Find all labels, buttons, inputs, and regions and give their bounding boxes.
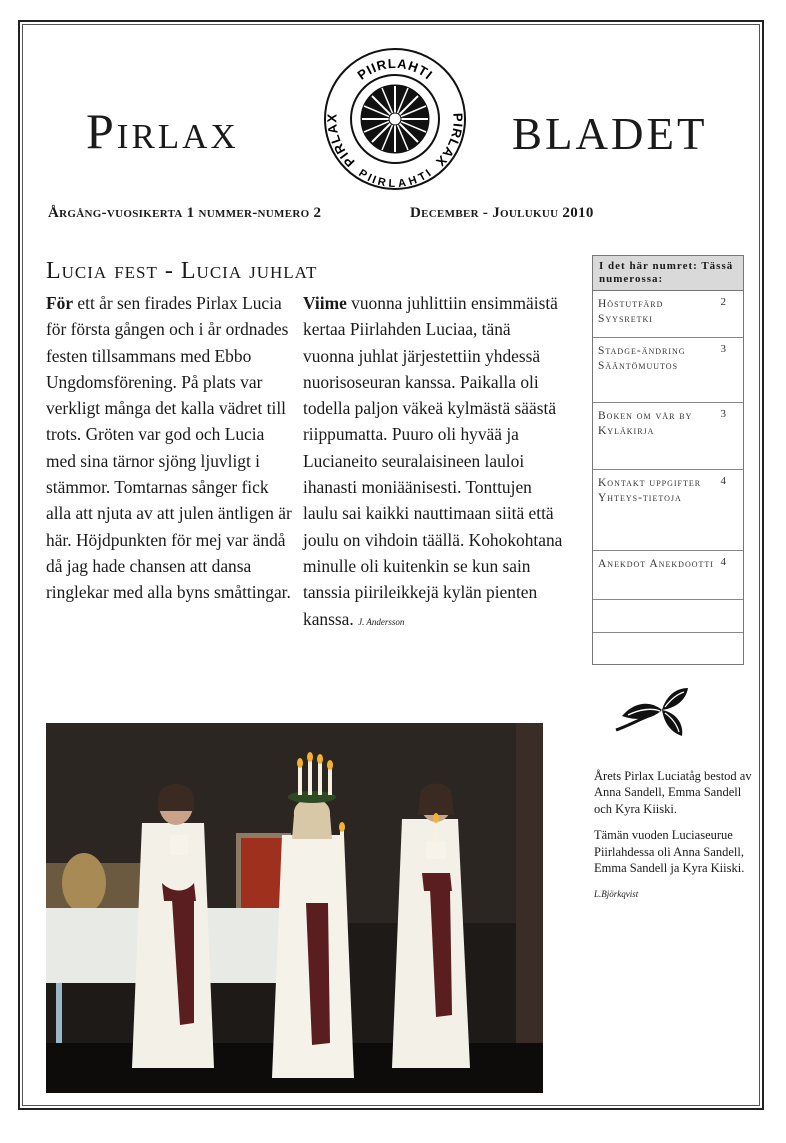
toc-item-page: 4 [720,475,727,487]
logo-ring-left: PIRLAX [324,112,358,171]
masthead-title-left: Pirlax [86,103,239,159]
toc-item-label: Anekdot Anekdootti [598,558,714,570]
toc-item[interactable] [593,470,743,551]
caption-swedish: Årets Pirlax Luciatåg bestod av Anna Sandell, Emma Sandell och Kyra Kiiski. [594,769,752,816]
toc-item[interactable] [593,551,743,600]
article-column-swedish [46,290,294,606]
photo-caption [594,768,754,913]
toc-item-page: 2 [720,296,727,308]
caption-finnish: Tämän vuoden Luciaseurue Piirlahdessa oli Anna Sandell, Emma Sandell ja Kyra Kiiski. [594,828,745,876]
svg-text:PIIRLAHTI [356,167,434,190]
toc-item-label: Boken om vår by Kyläkirja [598,410,693,437]
toc-item[interactable] [593,338,743,403]
leaf-ornament-icon [614,682,694,742]
lucia-procession-photo [46,723,543,1093]
issue-volume: Årgång-vuosikerta 1 nummer-numero 2 [48,205,322,221]
svg-text:PIIRLAHTI [355,56,436,83]
svg-text:PIRLAX [324,113,357,170]
logo-ring-top: PIIRLAHTI [354,55,436,83]
swedish-body: ett år sen firades Pirlax Lucia för första gången och i år ordnades festen tillsammans med Ebbo Ungdomsförening. På plats var verkligt många det kalla vädret till trots. Gröten var god och Lucia med sina tärnor sjöng ljuvligt i stämmor. Tomtarnas sånger fick alla att njuta av att julen äntligen är här. Höjdpunkten för mej var ändå då jag hade chansen att dansa ringlekar med alla byns småttingar. [46,293,292,603]
toc-item[interactable] [593,403,743,470]
toc-item-page: 3 [720,343,727,355]
table-of-contents [592,255,744,665]
wheel-icon [361,85,429,153]
toc-heading: I det här numret: Tässä numerossa: [593,256,743,291]
logo-ring-right: PIRLAX [432,112,466,171]
toc-item-label: Kontakt uppgifter Yhteys-tietoja [598,477,702,504]
finnish-lead: Viime [303,293,347,313]
issue-date: December - Joulukuu 2010 [410,205,594,221]
toc-item-page: 3 [720,408,727,420]
article-byline: J. Andersson [358,616,405,627]
masthead-title-right: BLADET [512,109,708,159]
toc-item-label: Stadge-ändring Sääntömuutos [598,345,686,372]
toc-item[interactable] [593,291,743,338]
logo-ring-bottom: PIIRLAHTI [356,166,435,191]
article-headline: Lucia fest - Lucia juhlat [46,258,318,284]
toc-item-label: Höstutfärd Syysretki [598,298,664,325]
swedish-lead: För [46,293,74,313]
finnish-body: vuonna juhlittiin ensimmäistä kertaa Piirlahden Luciaa, tänä vuonna juhlat järjestettiin yhdessä nuorisoseuran kanssa. Paikalla oli todella paljon väkeä kylmästä säästä riippumatta. Puuro oli hyvää ja Lucianeito seuralaisineen lauloi ihanasti moniäänisesti. Tonttujen laulu sai kaikki nauttimaan siitä että joulu on vihdoin täällä. Kohokohtana minulle oli kuitenkin se kun sain tanssia piirileikkejä kylän pienten kanssa. [303,293,563,629]
lucia-attendant-right [392,784,470,1069]
caption-credit: L.Björkqvist [594,889,639,900]
lucia-attendant-left [132,784,214,1068]
toc-item-empty [593,600,743,633]
toc-item-page: 4 [720,556,727,568]
article-column-finnish [303,290,565,635]
village-wheel-logo [322,46,468,192]
